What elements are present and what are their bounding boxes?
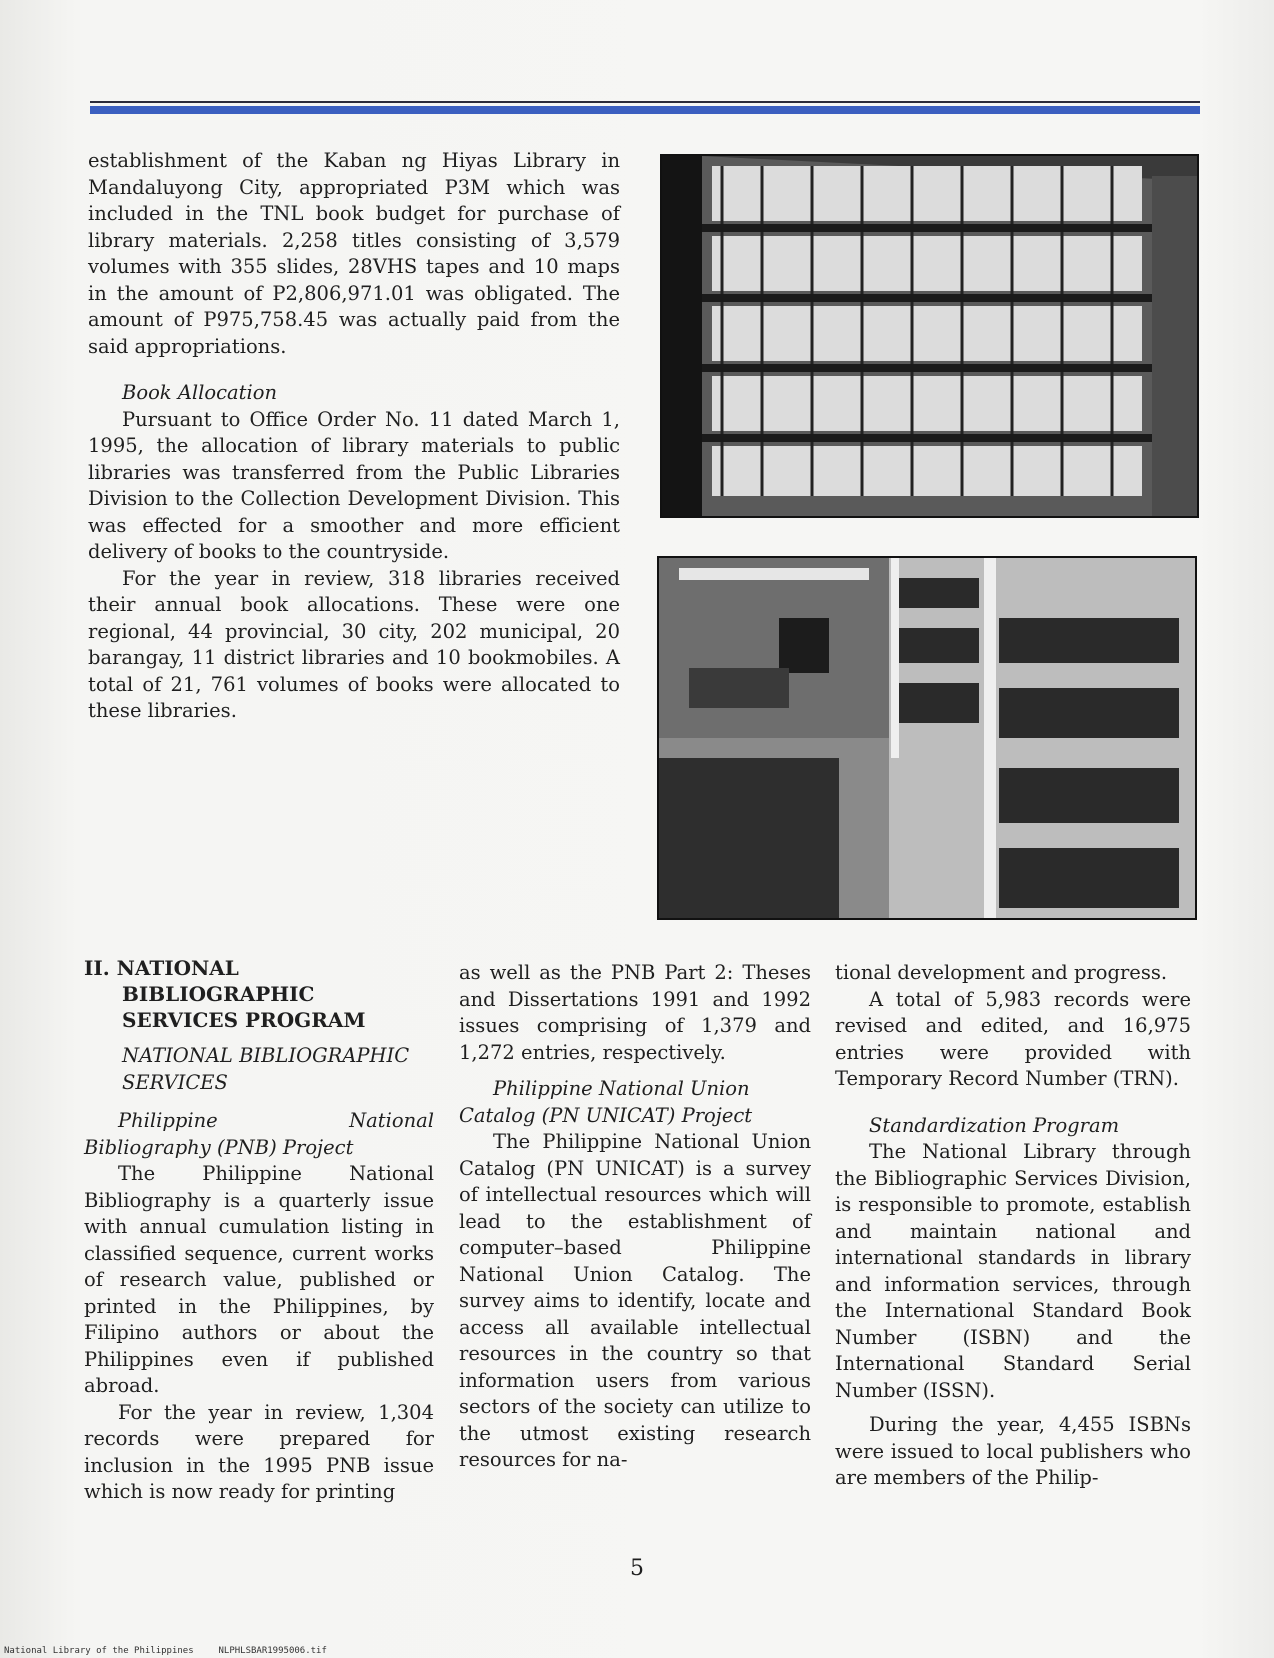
heading-standardization-program: Standardization Program bbox=[869, 1113, 1120, 1137]
paragraph-pnb-part2: as well as the PNB Part 2: Theses and Dissertations 1991 and 1992 issues comprising of 1,379 and 1,272 entries, respectively. bbox=[459, 961, 811, 1064]
scan-footer bbox=[4, 1646, 327, 1656]
paragraph-isbns-issued: During the year, 4,455 ISBNs were issued to local publishers who are members of the Philip- bbox=[835, 1413, 1191, 1489]
paragraph-pnb-description: The Philippine National Bibliography is a quarterly issue with annual cumulation listing in classified sequence, current works of research value, published or printed in the Philippines, by Filipino authors or about the Philippines even if published abroad. bbox=[84, 1162, 434, 1397]
bookshelves-illustration bbox=[662, 156, 1197, 516]
header-rule-thin bbox=[90, 101, 1200, 103]
heading-pnb-project: Philippine National Bibliography (PNB) Project bbox=[84, 1109, 434, 1159]
column-1 bbox=[84, 955, 434, 1506]
page-number: 5 bbox=[630, 1556, 644, 1581]
heading-pn-unicat-project: Philippine National Union Catalog (PN UNICAT) Project bbox=[459, 1077, 753, 1127]
heading-book-allocation: Book Allocation bbox=[122, 381, 278, 404]
subheading-nbs: NATIONAL BIBLIOGRAPHIC SERVICES bbox=[122, 1044, 410, 1094]
photo-bookshelves bbox=[660, 154, 1199, 518]
left-top-text bbox=[88, 148, 620, 725]
paragraph-national-development: tional development and progress. bbox=[835, 961, 1168, 984]
paragraph-pnb-records: For the year in review, 1,304 records were prepared for inclusion in the 1995 PNB issue which is now ready for printing bbox=[84, 1400, 434, 1503]
reading-room-illustration bbox=[659, 558, 1195, 918]
section-heading-nbsp: II. NATIONAL BIBLIOGRAPHIC SERVICES PROGRAM bbox=[84, 956, 366, 1032]
header-rule-blue bbox=[90, 106, 1200, 114]
paragraph-kaban-ng-hiyas: establishment of the Kaban ng Hiyas Library in Mandaluyong City, appropriated P3M which was included in the TNL book budget for purchase of library materials. 2,258 titles consisting of 3,579 volumes with 355 slides, 28VHS tapes and 10 maps in the amount of P2,806,971.01 was obligated. The amount of P975,758.45 was actually paid from the said appropriations. bbox=[88, 149, 620, 358]
paragraph-libraries-received: For the year in review, 318 libraries received their annual book allocations. These were one regional, 44 provincial, 30 city, 202 municipal, 20 barangay, 11 district libraries and 10 bookmobiles. A total of 21, 761 volumes of books were allocated to these libraries. bbox=[88, 566, 620, 722]
footer-source: National Library of the Philippines bbox=[4, 1646, 194, 1656]
paragraph-office-order: Pursuant to Office Order No. 11 dated March 1, 1995, the allocation of library materials to public libraries was transferred from the Public Libraries Division to the Collection Development Division. This was effected for a smoother and more efficient delivery of books to the countryside. bbox=[88, 407, 620, 563]
paragraph-records-revised: A total of 5,983 records were revised and edited, and 16,975 entries were provided with Temporary Record Number (TRN). bbox=[835, 987, 1191, 1090]
photo-reading-room bbox=[657, 556, 1197, 920]
column-2 bbox=[459, 960, 811, 1474]
paragraph-standardization: The National Library through the Bibliographic Services Division, is responsible to promote, establish and maintain national and international standards in library and information services, through the International Standard Book Number (ISBN) and the International Standard Serial Number (ISSN). bbox=[835, 1140, 1191, 1402]
paragraph-pn-unicat: The Philippine National Union Catalog (PN UNICAT) is a survey of intellectual resources which will lead to the establishment of computer–based Philippine National Union Catalog. The survey aims to identify, locate and access all available intellectual resources in the country so that information users from various sectors of the society can utilize to the utmost existing research resources for na- bbox=[459, 1130, 811, 1471]
column-3 bbox=[835, 960, 1191, 1492]
footer-file: NLPHLSBAR1995006.tif bbox=[218, 1646, 327, 1656]
